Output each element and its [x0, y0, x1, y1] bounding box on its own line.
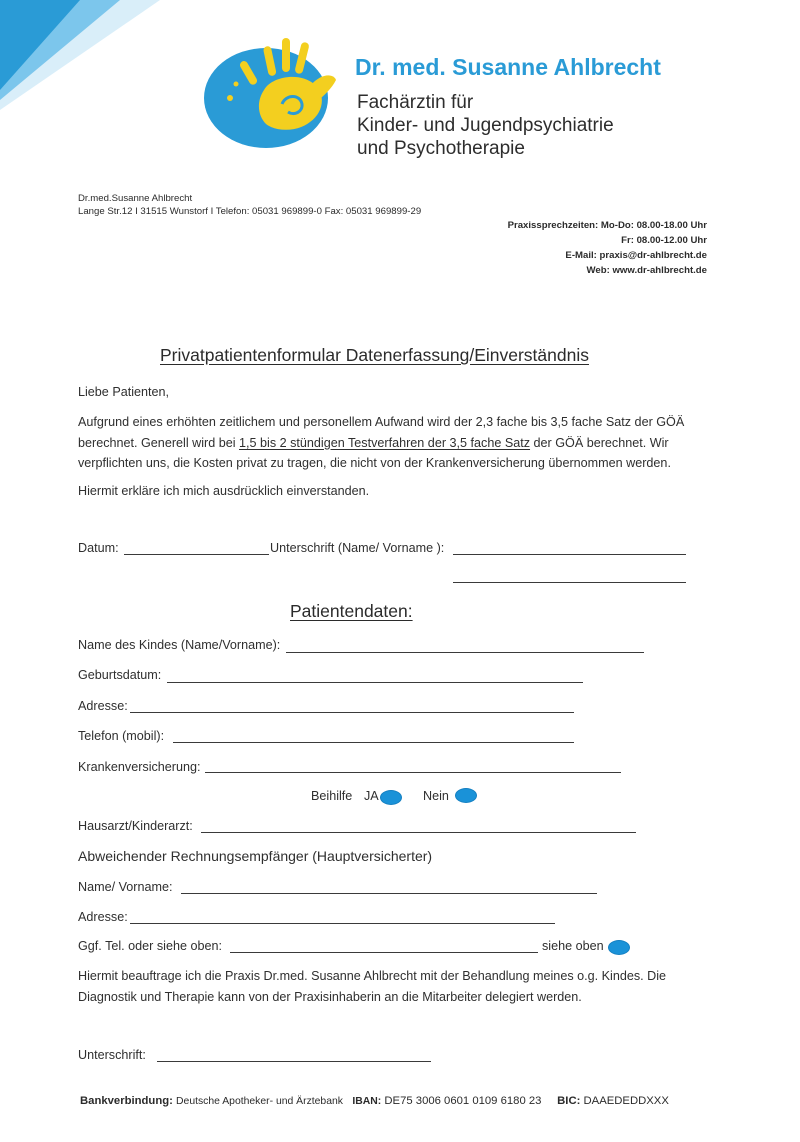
address-label: Adresse:: [78, 699, 128, 713]
insurance-field[interactable]: [205, 772, 621, 773]
phone-field[interactable]: [173, 742, 574, 743]
beihilfe-yes-label: JA: [364, 789, 379, 803]
billing-name-field[interactable]: [181, 893, 597, 894]
billing-heading: Abweichender Rechnungsempfänger (Hauptversicherter): [78, 848, 433, 864]
signature-field-line-2[interactable]: [453, 582, 686, 583]
address-field[interactable]: [130, 712, 574, 713]
practice-web: Web: www.dr-ahlbrecht.de: [586, 265, 707, 276]
billing-name-label: Name/ Vorname:: [78, 880, 173, 894]
cost-paragraph-part-1: Aufgrund eines erhöhten zeitlichem und personellem Aufwand wird der 2,3 fache bis 3,5 fache Satz der GÖÄ berechnet. Generell wird bei: [78, 415, 685, 450]
beihilfe-no-radio[interactable]: [455, 788, 477, 803]
bic-value: DAAEDEDDXXX: [583, 1095, 669, 1107]
child-name-label: Name des Kindes (Name/Vorname):: [78, 638, 281, 652]
practice-email: E-Mail: praxis@dr-ahlbrecht.de: [565, 250, 707, 261]
cost-paragraph: [78, 412, 728, 474]
authorization-text: Hiermit beauftrage ich die Praxis Dr.med. Susanne Ahlbrecht mit der Behandlung meines o.g. Kindes. Die Diagnostik und Therapie kann von der Praxisinhaberin an die Mitarbeiter delegiert werden.: [78, 969, 667, 1004]
gp-field[interactable]: [201, 832, 636, 833]
see-above-label: siehe oben: [542, 939, 604, 953]
beihilfe-yes-radio[interactable]: [380, 790, 402, 805]
birthdate-label: Geburtsdatum:: [78, 668, 162, 682]
bank-name: Deutsche Apotheker- und Ärztebank: [176, 1096, 343, 1107]
specialty-line-3: und Psychotherapie: [357, 138, 525, 159]
beihilfe-no-label: Nein: [423, 789, 449, 803]
sender-name: Dr.med.Susanne Ahlbrecht: [78, 193, 193, 204]
cost-paragraph-underlined: 1,5 bis 2 stündigen Testverfahren der 3,5 fache Satz: [239, 435, 531, 450]
billing-address-label: Adresse:: [78, 910, 128, 924]
sender-address: Lange Str.12 I 31515 Wunstorf I Telefon: 05031 969899-0 Fax: 05031 969899-29: [78, 206, 422, 217]
iban-value: DE75 3006 0601 0109 6180 23: [384, 1095, 542, 1107]
signature-field[interactable]: [453, 554, 686, 555]
final-signature-field[interactable]: [157, 1061, 431, 1062]
billing-phone-label: Ggf. Tel. oder siehe oben:: [78, 939, 222, 953]
date-label: Datum:: [78, 541, 119, 555]
birthdate-field[interactable]: [167, 682, 583, 683]
bank-label: Bankverbindung:: [80, 1095, 173, 1107]
bic-label: BIC:: [557, 1095, 581, 1107]
final-signature-label: Unterschrift:: [78, 1048, 146, 1062]
beihilfe-label: Beihilfe: [311, 789, 353, 803]
doctor-name: Dr. med. Susanne Ahlbrecht: [355, 54, 661, 80]
billing-address-field[interactable]: [130, 923, 555, 924]
phone-label: Telefon (mobil):: [78, 729, 165, 743]
hand-logo: [202, 32, 350, 148]
child-name-field[interactable]: [286, 652, 644, 653]
greeting: Liebe Patienten,: [78, 385, 170, 399]
insurance-label: Krankenversicherung:: [78, 760, 201, 774]
billing-phone-field[interactable]: [230, 952, 538, 953]
form-title: Privatpatientenformular Datenerfassung/Einverständnis: [160, 345, 589, 365]
gp-label: Hausarzt/Kinderarzt:: [78, 819, 193, 833]
signature-label: Unterschrift (Name/ Vorname ):: [270, 541, 445, 555]
cost-paragraph-part-2: der GÖÄ berechnet. Wir verpflichten uns, die Kosten privat zu tragen, die nicht von der Krankenversicherung übernommen werden.: [78, 435, 671, 470]
patient-data-heading: Patientendaten:: [290, 601, 413, 621]
bank-details: [80, 1095, 669, 1107]
see-above-radio[interactable]: [608, 940, 630, 955]
corner-decoration: [0, 0, 160, 120]
specialty-line-2: Kinder- und Jugendpsychiatrie: [357, 115, 614, 136]
date-field[interactable]: [124, 554, 269, 555]
consent-statement: Hiermit erkläre ich mich ausdrücklich einverstanden.: [78, 484, 370, 498]
iban-label: IBAN:: [352, 1096, 382, 1107]
practice-hours-2: Fr: 08.00-12.00 Uhr: [621, 235, 707, 246]
practice-hours-1: Praxissprechzeiten: Mo-Do: 08.00-18.00 Uhr: [507, 220, 707, 231]
specialty-line-1: Fachärztin für: [357, 92, 474, 113]
